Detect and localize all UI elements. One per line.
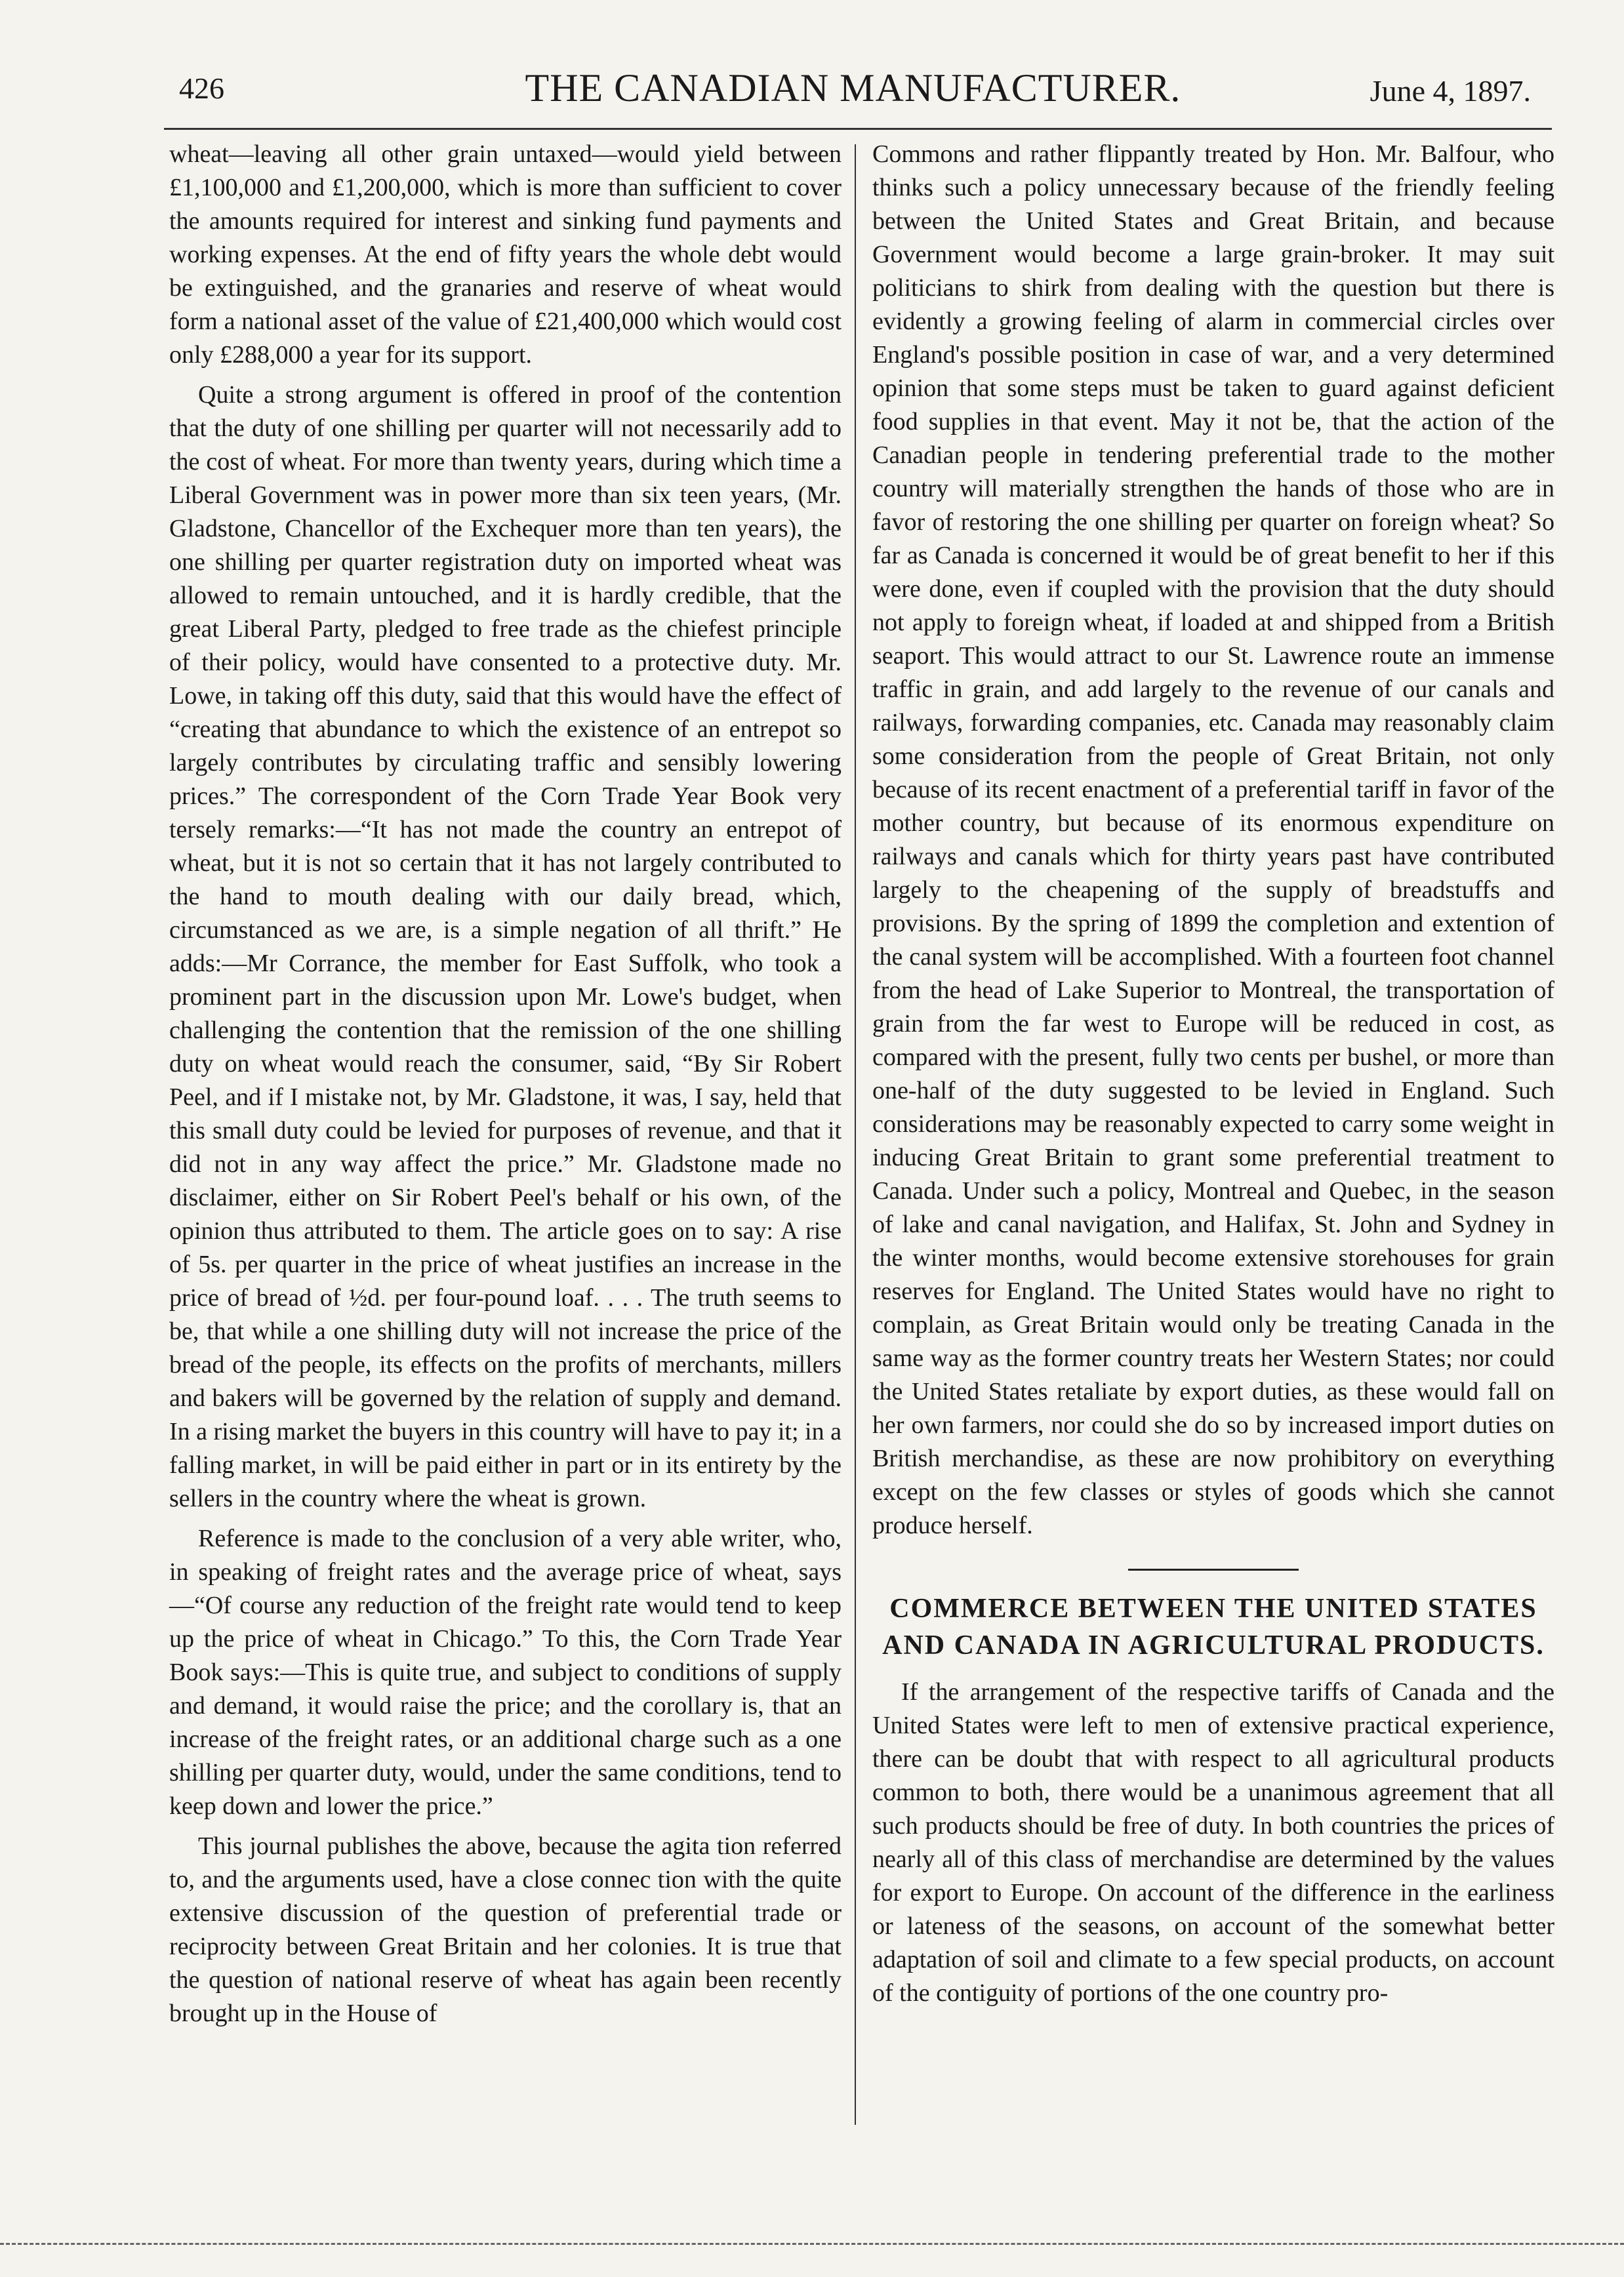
column-divider — [855, 144, 856, 2125]
article-paragraph: Quite a strong argument is offered in proof of the contention that the duty of one shilling per quarter will not necessarily add to the cost of wheat. For more than twenty years, during which time a Liberal Government was in power more than six teen years, (Mr. Gladstone, Chancellor of the Exchequer more than ten years), the one shilling per quarter registration duty on imported wheat was allowed to remain untouched, and it is hardly credible, that the great Liberal Party, pledged to free trade as the chiefest principle of their policy, would have consented to a protective duty. Mr. Lowe, in taking off this duty, said that this would have the effect of “creating that abundance to which the existence of an entrepot so largely contributes by circulating traffic and sensibly lowering prices.” The correspondent of the Corn Trade Year Book very tersely remarks:—“It has not made the country an entrepot of wheat, but it is not so certain that it has not largely contributed to the hand to mouth dealing with our daily bread, which, circumstanced as we are, is a simple negation of all thrift.” He adds:—Mr Corrance, the member for East Suffolk, who took a prominent part in the discussion upon Mr. Lowe's budget, when challenging the contention that the remission of the one shilling duty on wheat would reach the consumer, said, “By Sir Robert Peel, and if I mistake not, by Mr. Gladstone, it was, I say, held that this small duty could be levied for purposes of revenue, and that it did not in any way affect the price.” Mr. Gladstone made no disclaimer, either on Sir Robert Peel's behalf or his own, of the opinion thus attributed to them. The article goes on to say: A rise of 5s. per quarter in the price of wheat justifies an increase in the price of bread of ½d. per four-pound loaf. . . . The truth seems to be, that while a one shilling duty will not increase the price of the bread of the people, its effects on the profits of merchants, millers and bakers will be governed by the relation of supply and demand. In a rising market the buyers in this country will have to pay it; in a falling market, in will be paid either in part or in its entirety by the sellers in the country where the wheat is grown. — [169, 381, 842, 1512]
article-paragraph: Reference is made to the conclusion of a very able writer, who, in speaking of freight rates and the average price of wheat, says—“Of course any reduction of the freight rate would tend to keep up the price of wheat in Chicago.” To this, the Corn Trade Year Book says:—This is quite true, and subject to conditions of supply and demand, it would raise the price; and the corollary is, that an increase of the freight rates, or an additional charge such as a one shilling per quarter duty, would, under the same conditions, tend to keep down and lower the price.” — [169, 1525, 842, 1820]
header-rule — [164, 128, 1552, 130]
page-bottom-edge — [0, 2243, 1624, 2245]
journal-title: THE CANADIAN MANUFACTURER. — [525, 66, 1181, 110]
right-column — [872, 138, 1554, 2017]
issue-date: June 4, 1897. — [1370, 74, 1531, 108]
section-heading: COMMERCE BETWEEN THE UNITED STATES AND CANADA IN AGRICULTURAL PRODUCTS. — [882, 1594, 1545, 1661]
page-header — [167, 66, 1539, 138]
article-paragraph: wheat—leaving all other grain untaxed—would yield between £1,100,000 and £1,200,000, which is more than sufficient to cover the amounts required for interest and sinking fund payments and working expenses. At the end of fifty years the whole debt would be extinguished, and the granaries and reserve of wheat would form a national asset of the value of £21,400,000 which would cost only £288,000 a year for its support. — [169, 140, 842, 369]
left-column — [169, 138, 842, 2037]
article-paragraph: This journal publishes the above, because the agita tion referred to, and the arguments used, have a close connec tion with the quite extensive discussion of the question of preferential trade or reciprocity between Great Britain and her colonies. It is true that the question of national reserve of wheat has again been recently brought up in the House of — [169, 1832, 842, 2027]
article-paragraph: If the arrangement of the respective tariffs of Canada and the United States were left to men of extensive practical experience, there can be doubt that with respect to all agricultural products common to both, there would be a unanimous agreement that all such products should be free of duty. In both countries the prices of nearly all of this class of merchandise are determined by the values for export to Europe. On account of the difference in the earliness or lateness of the seasons, on account of the somewhat better adaptation of soil and climate to a few special products, on account of the contiguity of portions of the one country pro- — [872, 1678, 1554, 2007]
page-number: 426 — [179, 71, 224, 105]
section-separator — [1128, 1569, 1299, 1571]
article-paragraph: Commons and rather flippantly treated by Hon. Mr. Balfour, who thinks such a policy unnecessary because of the friendly feeling between the United States and Great Britain, and because Government would become a large grain-broker. It may suit politicians to shirk from dealing with the question but there is evidently a growing feeling of alarm in commercial circles over England's possible position in case of war, and a very determined opinion that some steps must be taken to guard against deficient food supplies in that event. May it not be, that the action of the Canadian people in tendering preferential trade to the mother country will materially strengthen the hands of those who are in favor of restoring the one shilling per quarter on foreign wheat? So far as Canada is concerned it would be of great benefit to her if this were done, even if coupled with the provision that the duty should not apply to foreign wheat, if loaded at and shipped from a British seaport. This would attract to our St. Lawrence route an immense traffic in grain, and add largely to the revenue of our canals and railways, forwarding companies, etc. Canada may reasonably claim some consideration from the people of Great Britain, not only because of its recent enactment of a preferential tariff in favor of the mother country, but because of its enormous expenditure on railways and canals which for thirty years past have contributed largely to the cheapening of the supply of breadstuffs and provisions. By the spring of 1899 the completion and extention of the canal system will be accomplished. With a fourteen foot channel from the head of Lake Superior to Montreal, the transportation of grain from the far west to Europe will be reduced in cost, as compared with the present, fully two cents per bushel, or more than one-half of the duty suggested to be levied in England. Such considerations may be reasonably expected to carry some weight in inducing Great Britain to grant some preferential treatment to Canada. Under such a policy, Montreal and Quebec, in the season of lake and canal navigation, and Halifax, St. John and Sydney in the winter months, would become extensive storehouses for grain reserves for England. The United States would have no right to complain, as Great Britain would only be treating Canada in the same way as the former country treats her Western States; nor could the United States retaliate by export duties, as these would fall on her own farmers, nor could she do so by increased import duties on British merchandise, as these are now prohibitory on everything except on the few classes or styles of goods which she cannot produce herself. — [872, 140, 1554, 1539]
